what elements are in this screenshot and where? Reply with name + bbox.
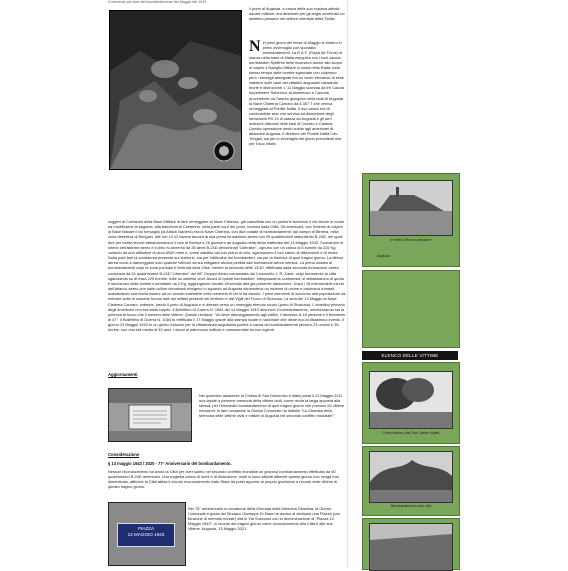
paragraph-2: suggerì al Comando della Base Militare di fare ormeggiare la Nave Cisterna, già camuffata con un pontone fumarolo e del telone in modo da modificarne la sagoma, alla banchina di Camerina, nella parte nord del porto, lontano dalla Città. Gli americani, con l'intento di colpire la Base Navale il cui bersaglio (la Attack Naviera) era la Nave Cisterna, con due ondate di bombardamenti; dal campo di Berteia, nella zona desertica di Bengasi, alle ore 10:12 faceva ancora la sua prima formazione aerea con 29 quadrimotori statunitensi B-24D, dei quali due per motivi tecnici abbandonarono il volo di Bonina e 26 giunsero ad Augusta nella tarda mattinata del 13 Maggio 1943. Suonarono le sirene dell'allarme aereo e il cielo fu annerito da 26 aerei B-24D denominati "Liberator", ognuno con un carico di 8 bombe da 225 Kg. volando ad una altitudine di circa 6000 metri e, come stabilito dal loro piano di volo, sganciarono il loro carico di distruzione e di morte. Nulla potè fare la contraerea presente sul territorio, sia per l'altitudine dei bombardieri, sia per la fraziòne di quel tragico giorno. La difesa aerea nuovi a danneggiare solo qualche velivolo senza mitigaere alcuna perdita alla formazione aerea nemica. La prima ondata di bombardamenti colpì la zona portuale e limitrofa della Città, mentre la seconda delle 13:40, effettuata dalla seconda formazione aerea composta da 24 quadrimotori B-24D "Liberator" del 98° Gruppo Aereo comandata dal Colonnello J. R. Kane, colpì duramente la città sganciando su di essa 225 bombe, tutte su obiettivi civili. Alcuni di questi bombardieri, oltrepassati la contraerea, si abbassarono di quota e lanciarono delle bombe incendiarie da 2 Kg, aggiungendo forzate d'incendio alla già presente distruzione. Dopo i 18 interminabili minuti dell'attacco aereo che dalle colline circostanti rivolgevo lo sguardo ad Augusta intravedeva un insieme di rovine e calcinacci fumanti, scavalcando una livella essere ad un ricordo indelebile nella memoria di chi lo ha vissuto. I primi interventi di soccorso alla popolazione da estrarre sotto le macerie furono dati dai militari presenti nel territorio e dai Vigili del Fuoco di Siracusa. La sera del 13 Maggio la Nave Cisterna Carnaro, indenne, lasciò il porto di Augusta e si diresse verso un ormeggio ritenuto sicuro (porto di Siracusa). L'obiettivo primario degli americani non era stato colpito. Il Bollettino di Guerra N. 1084 del 14 Maggio 1943 denunciò il bombardamento, minimizzando sia la potenza di fuoco che il numero delle vittime. Questo recitava: "Un lieve danneggiamento agli edifici, il decesso di 16 persone e il ferimento di 47". Il Bollettino di Guerra N. 1084 fu rettificato il 17 Maggio grazie alla stampa locale e nazionale che diede eco al disastroso evento. Il giorno 13 Maggio 1943 fu un giorno luttuoso per la cittadinanza augustana poiché a causa dei bombardamenti persero 23 uomini e 39 donne, con una età media di 32 anni. I danni al patrimonio edilizio e monumentale furono ingenti. (108, 219, 346, 333)
sidebar-photo-2[interactable] (369, 371, 453, 429)
anniversary-title: § 13 maggio 1943 / 2020 - 77° Anniversario del bombardamento. (108, 461, 232, 466)
top-caption: Il momento più duro del bombardamento del Maggio del 1943 (108, 0, 207, 4)
sidebar-photo-2-graphic (370, 372, 452, 428)
piazza-sign-photo (108, 502, 186, 566)
sidebar-photo-4-graphic (370, 524, 452, 570)
sidebar-photo-block-1 (362, 173, 460, 267)
sidebar-photo-1[interactable] (369, 180, 453, 236)
sidebar-photo-3[interactable] (369, 451, 453, 503)
plaque-photo-graphic (109, 389, 191, 441)
intro-paragraph: Il porto di Augusta, a causa della sua copiosa attività navale militare, era diventato per gli anglo-americani un obiettivo primario nel settore orientale della Sicilia. (249, 6, 345, 22)
aerial-photo-graphic (110, 11, 241, 169)
sidebar-photo-block-4 (362, 518, 460, 570)
sidebar-caption-2: Fumo intenso dal Dep. Nafta colpito (382, 431, 440, 435)
column-divider (347, 0, 348, 568)
paragraph-5: Nel 78° anniversario in occasione della Giornata della Memoria Cittadina, la Giunta Comunale e guida del Sindaco Giuseppe Di Mare ha deciso di dedicare una Piazza (con funzione di mercato rionale) sita in Via Soccorso con la denominazione di "Piazza 13 Maggio 1943", in ricordo del tragico giorno come riconoscimento alla Città e alle sue Vittime. Augusta, 13 Maggio 2021. (188, 506, 341, 532)
sidebar-caption-1-small: Augusta (377, 254, 391, 258)
memorial-plaque-photo (108, 388, 192, 442)
paragraph-1 (249, 40, 345, 146)
section-title-considerazione: Considerazione (108, 452, 140, 457)
sidebar-photo-block-2 (362, 362, 460, 444)
section-title-aggiornamenti: Aggiornamenti (108, 372, 138, 377)
sidebar-green-block (362, 270, 460, 348)
paragraph-1-text: ei primi giorni del mese di Maggio si ebbero in primo avvenuglio con sporadici bombardamenti. La R.A.F. (Royal Air Force) di stanza nella base di Malta eseguiva con i suoi caccia-bombardieri Spitfires delle incursioni diurne allo scopo di colpire il Naviglio Militare in sosta nella Rada: nello stesso tempo delle bombe sganciate non colpirono però i bersagli assegnati ma un vuoto rilevando di esse caddero sulle case dei cittadini augustani causando morte e distruzione. L'11 Maggio scortata da tre Caccia torpediniere Sebenico, Ardimentoso e Caccioe, proveniente da Taranto giungeva nella rada di Augusta la Nave Cisterna Carnaro da 8.357 T che veniva ormeggiata al Pontile Nafta. Il suo carico era di combustibile avio che serviva ad alimentare degli idrovolanti RS 14 di stanza ad Augusta e gli aeri todeschi dislocati nelle basi di Comiso e Catania. Questa operazione destò subito agli americani di attaccare Augusta. Il direttore del Pontile Nafta Cav. Tringali, sai per lo avvelaglio dei giorni precedenti che per il suo intuito (249, 40, 344, 146)
sidebar-caption-3: Bombardamento alla città (390, 504, 432, 508)
plaque-line-1: PIAZZA (137, 526, 155, 531)
sidebar-photo-3-graphic (370, 452, 452, 502)
victims-list-link[interactable]: ELENCO DELLE VITTIME (362, 351, 458, 360)
paragraph-3: Nel quadrivio adiacente la Chiesa di San Domenico è stata posta il 13 Maggio 2011 una lapide a perenne memoria della vittime civili, come recita la targa apposta alla stessa, per l'insensato bombardamento di quel tragico giorno che provocò 62 vittime innocenti. In tale occasione la Giunta Comunale ha istituito "La Giornata della Memoria delle vittime civili e militari di Augusta nel secondo conflitto mondiale". (199, 393, 344, 419)
sidebar-photo-4[interactable] (369, 523, 453, 571)
sidebar-photo-1-graphic (370, 181, 452, 235)
paragraph-4: Nessun riconoscimento ha avuto la Città per aver subito nel secondo conflitto mondiale un gravoso bombardamento effettuato da 50 quadrimotori B-24D americani. Una tragedia colma di morti e di distruzione, molti si sono attivati affinché questo giorno non venga mai dimenticato, affinché la Città abbia il dovuto riconoscimento dallo Stato da poter apporre al proprio gonfalone a ricordo delle vittime di questo tragico giorno. (108, 469, 339, 490)
plaque-line-2: 13 MAGGIO 1943 (127, 532, 165, 537)
sidebar-photo-block-3 (362, 446, 460, 516)
piazza-plaque (117, 523, 175, 547)
sidebar-caption-1: Il relitto Vittorio Liberatore (390, 238, 432, 242)
aerial-bombing-photo (109, 10, 242, 170)
drop-cap: N (249, 38, 261, 55)
